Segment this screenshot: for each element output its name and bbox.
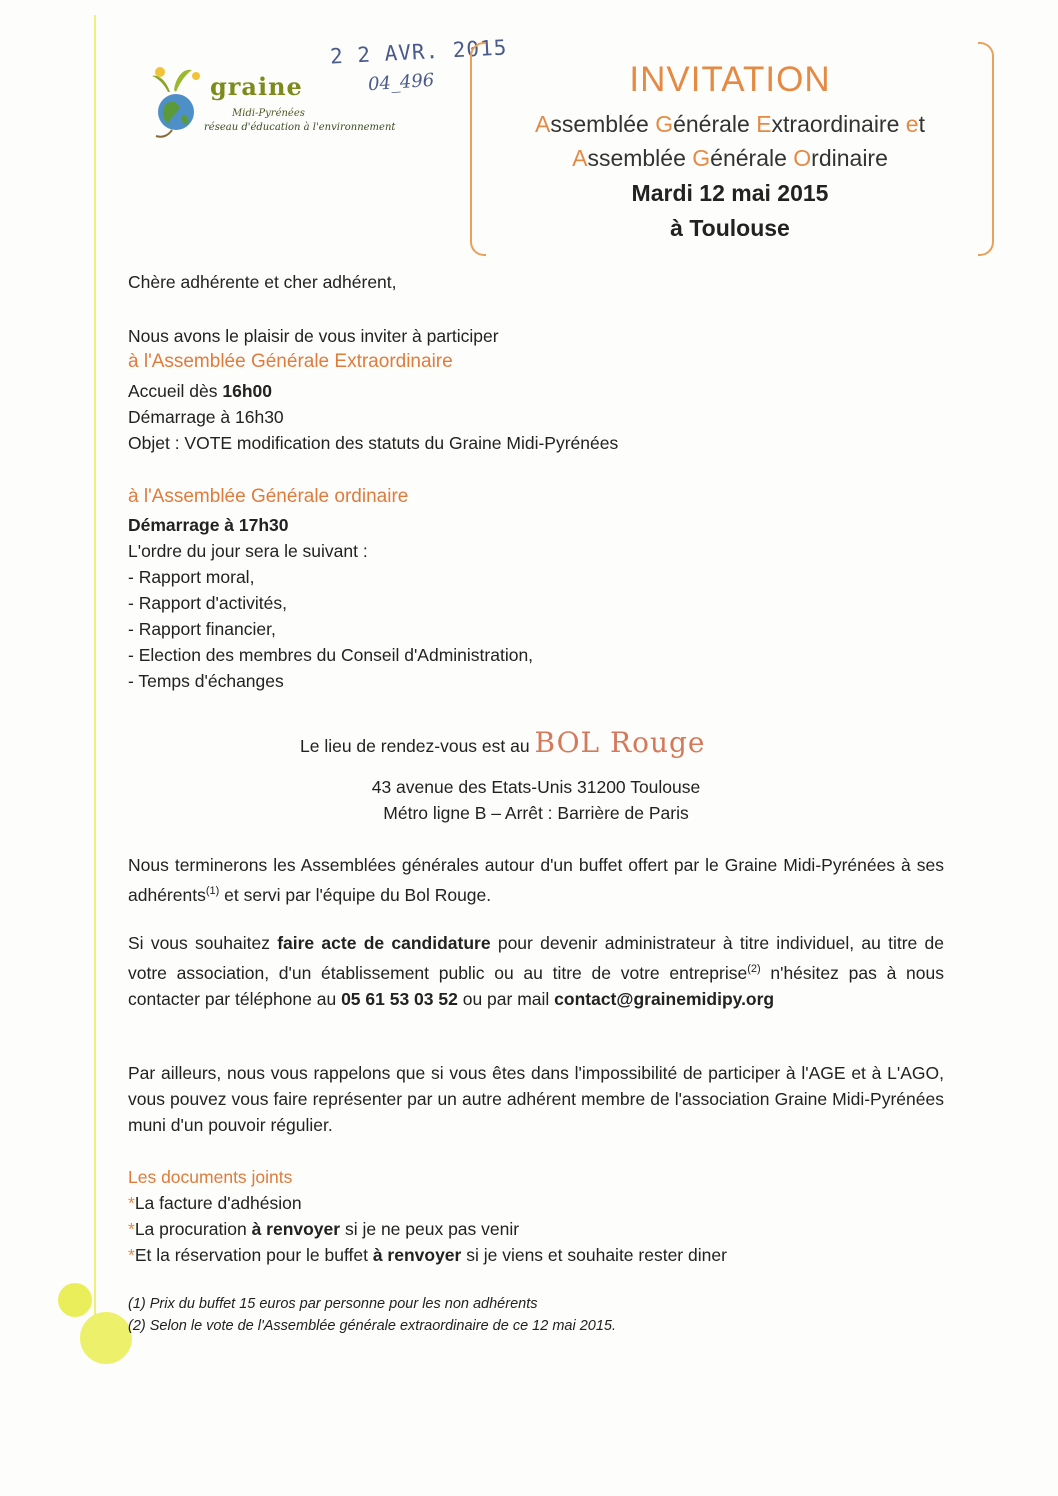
received-number: 04_496 — [367, 69, 435, 96]
ago-heading: à l'Assemblée Générale ordinaire — [128, 486, 409, 507]
document-item-text: Et la réservation pour le buffet — [134, 1245, 373, 1265]
footnote-1: (1) Prix du buffet 15 euros par personne pour les non adhérents — [128, 1296, 538, 1312]
logo-region: Midi-Pyrénées — [232, 108, 305, 119]
age-accueil-time: 16h00 — [222, 381, 272, 401]
agenda-item: - Rapport moral, — [128, 567, 255, 587]
proxy-paragraph: Par ailleurs, nous vous rappelons que si vous êtes dans l'impossibilité de participer à l'AGE et à L'AGO, vous pouvez vous faire représenter par un autre adhérent membre de l'association Graine Midi-Pyrénées muni d'un pouvoir régulier. — [128, 1063, 944, 1135]
venue-prefix: Le lieu de rendez-vous est au — [300, 736, 530, 756]
buffet-text-end: et servi par l'équipe du Bol Rouge. — [219, 884, 492, 905]
venue-metro: Métro ligne B – Arrêt : Barrière de Paris — [383, 803, 689, 823]
phone-number: 05 61 53 03 52 — [341, 988, 458, 1009]
document-item — [128, 1242, 944, 1268]
venue-address: 43 avenue des Etats-Unis 31200 Toulouse — [371, 777, 701, 797]
bullet-star-icon: * — [128, 1219, 135, 1239]
age-accueil-label: Accueil dès — [128, 381, 223, 401]
footnote-ref-2: (2) — [747, 963, 761, 975]
intro: Nous avons le plaisir de vous inviter à participer — [128, 326, 499, 346]
document-item-text: si je ne peux pas venir — [340, 1219, 520, 1239]
decorative-dot — [58, 1283, 92, 1317]
document-item-text: si je viens et souhaite rester diner — [461, 1245, 727, 1265]
agenda-item: - Rapport d'activités, — [128, 593, 287, 613]
greeting: Chère adhérente et cher adhérent, — [128, 272, 397, 292]
meeting-place: à Toulouse — [670, 215, 790, 241]
document-item-text: La facture d'adhésion — [134, 1193, 302, 1213]
venue-line — [300, 726, 820, 759]
candidature-text-4: ou par mail — [457, 988, 555, 1009]
bullet-star-icon: * — [128, 1245, 135, 1265]
globe-plant-icon — [148, 62, 208, 142]
candidature-text-2: pour devenir administrateur à titre individuel, au titre de votre association, d'un établissement public ou au titre de votre entreprise — [128, 933, 944, 983]
candidature-text: Si vous souhaitez — [128, 933, 278, 953]
footnote-2: (2) Selon le vote de l'Assemblée générale extraordinaire de ce 12 mai 2015. — [128, 1318, 617, 1334]
logo-name: graine — [210, 72, 303, 101]
footnote-ref-1: (1) — [205, 885, 220, 897]
logo-tagline: réseau d'éducation à l'environnement — [204, 122, 396, 133]
decorative-dot — [80, 1312, 132, 1364]
agenda-item: - Election des membres du Conseil d'Administration, — [128, 645, 534, 665]
candidature-paragraph — [128, 930, 944, 1012]
received-date-stamp: 2 2 AVR. 2015 — [329, 35, 508, 69]
documents-heading: Les documents joints — [128, 1167, 293, 1187]
invitation-title: INVITATION — [629, 60, 831, 99]
agenda-item: - Rapport financier, — [128, 619, 276, 639]
candidature-bold: faire acte de candidature — [277, 933, 491, 953]
age-accueil — [128, 378, 944, 404]
age-heading: à l'Assemblée Générale Extraordinaire — [128, 351, 453, 372]
document-item-bold: à renvoyer — [372, 1245, 462, 1265]
document-item-text: La procuration — [134, 1219, 252, 1239]
agenda-item: - Temps d'échanges — [128, 671, 284, 691]
age-object: Objet : VOTE modification des statuts du Graine Midi-Pyrénées — [128, 433, 619, 453]
bullet-star-icon: * — [128, 1193, 135, 1213]
candidature-text-3: n'hésitez pas à nous contacter par téléphone au — [128, 962, 944, 1009]
margin-line — [94, 15, 96, 1315]
document-item — [128, 1216, 944, 1242]
age-start: Démarrage à 16h30 — [128, 407, 284, 427]
header-bracket-right — [978, 42, 994, 256]
ago-agenda-intro: L'ordre du jour sera le suivant : — [128, 541, 368, 561]
venue-name: BOL Rouge — [534, 726, 706, 759]
document-item — [128, 1190, 944, 1216]
buffet-paragraph — [128, 852, 944, 908]
email-address: contact@grainemidipy.org — [554, 988, 775, 1009]
meeting-date: Mardi 12 mai 2015 — [631, 180, 829, 206]
ago-start: Démarrage à 17h30 — [128, 515, 289, 535]
document-item-bold: à renvoyer — [251, 1219, 341, 1239]
header-line-2: Assemblée Générale Ordinaire — [572, 145, 888, 171]
header-line-1: Assemblée Générale Extraordinaire et — [535, 111, 925, 137]
buffet-text: Nous terminerons les Assemblées générales autour d'un buffet offert par le Graine Midi-Pyrénées à ses adhérents — [128, 855, 944, 905]
